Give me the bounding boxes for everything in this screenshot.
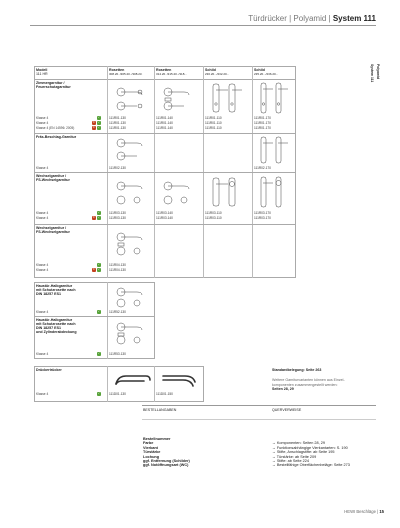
product-code: 111R52.130 bbox=[109, 310, 126, 314]
product-code: 111R01.110 bbox=[205, 116, 222, 120]
product-code: 111R03.140 bbox=[156, 211, 173, 215]
rosette-handle-drawing bbox=[112, 136, 150, 164]
header-col-title: Rosetten bbox=[156, 68, 172, 72]
col-sep bbox=[107, 366, 108, 402]
product-code: 111R01.110 bbox=[205, 121, 222, 125]
group-2-title: Fräs-Beschlag-Garnitur bbox=[36, 135, 77, 139]
klasse-label: Klasse 4 bbox=[36, 116, 49, 120]
crossref-item[interactable]: → Komponenten: Seiten 28, 29 bbox=[272, 441, 325, 446]
header-system: System 111 bbox=[332, 14, 376, 23]
info-text-2: komponenten zusammengestellt werden: bbox=[272, 382, 338, 387]
product-code: 111R03.130 bbox=[109, 216, 126, 220]
order-field: Vierkant bbox=[143, 445, 158, 450]
header-col-3 bbox=[203, 67, 252, 77]
fire-protection-icon: ✓ bbox=[97, 310, 101, 313]
group-6-title-1: Haustür-Halbgarnitur bbox=[36, 318, 73, 322]
header-col-4 bbox=[252, 67, 296, 77]
product-code: 111R03.110 bbox=[205, 216, 222, 220]
lever-pair-drawing bbox=[159, 368, 199, 390]
row-sep bbox=[34, 133, 296, 134]
side-label-line-2: Polyamid bbox=[376, 64, 380, 80]
table-header-rule bbox=[34, 79, 296, 80]
product-code: 111R01.170 bbox=[254, 126, 271, 130]
info-link[interactable]: Seiten 28, 29 bbox=[272, 387, 294, 391]
header-col-sub: 230.20.../232.20... bbox=[205, 72, 230, 77]
order-field: Bestellnummer bbox=[143, 437, 171, 441]
header-col-sub: 308.20../305.20../308.23. bbox=[109, 72, 143, 77]
long-plate-drawing bbox=[256, 82, 294, 114]
rosette-handle-drawing bbox=[159, 178, 197, 208]
lever-pair-drawing bbox=[112, 368, 152, 390]
header-col-sub: 314.20../315.20../318... bbox=[156, 72, 187, 77]
row-sep bbox=[34, 224, 296, 225]
crossref-item[interactable]: → Stifte: ab Seite 224 bbox=[272, 459, 309, 464]
fire-protection-icon: ✓ bbox=[97, 352, 101, 355]
crossref-label: Bestellfähige Oberflächenbeläge: Seite 273 bbox=[276, 463, 350, 468]
klasse-label: Klasse 4 bbox=[36, 392, 49, 396]
side-label bbox=[370, 64, 386, 104]
product-code: 111R03.170 bbox=[254, 216, 271, 220]
product-code: 111R01.130 bbox=[109, 121, 126, 125]
group-5-title-3: DIN 18257 ES1 bbox=[36, 292, 61, 296]
product-code: 111R01.140 bbox=[156, 126, 173, 130]
header-col-1 bbox=[107, 67, 154, 77]
crossref-label: Stifte, Anschlagstifte: ab Seite 195 bbox=[276, 450, 335, 455]
header-model-value: 111 HR bbox=[36, 72, 48, 77]
fire-door-icon: F bbox=[93, 121, 95, 124]
page-header bbox=[200, 14, 376, 23]
group-3-title-1: Wechselgarnitur / bbox=[36, 174, 67, 178]
section-title-order: BESTELLANGABEN bbox=[143, 408, 177, 412]
group-6-title-4: und Zylinderabdeckung bbox=[36, 330, 77, 334]
product-code: 111R01.170 bbox=[254, 116, 271, 120]
group-5-title-2: mit Schutzrosette nach bbox=[36, 288, 76, 292]
product-code: 111R01.130 bbox=[109, 126, 126, 130]
group-5-title-1: Haustür-Halbgarnitur bbox=[36, 284, 73, 288]
security-rosette-drawing bbox=[112, 320, 150, 348]
product-code: 111R03.140 bbox=[156, 216, 173, 220]
product-code: 111R02.170 bbox=[254, 166, 271, 170]
col-sep bbox=[107, 282, 108, 359]
crossref-label: Funktionsabhängige Vierkantarten: S. 190 bbox=[276, 445, 348, 450]
group-6-title-2: mit Schutzrosette nach bbox=[36, 322, 76, 326]
order-field: Farbe bbox=[143, 441, 154, 446]
cross-refs bbox=[272, 441, 350, 467]
group-7-title: Drückertrücker bbox=[36, 368, 62, 372]
product-code: 111R01.130 bbox=[109, 116, 126, 120]
plate-handle-drawing bbox=[207, 82, 247, 114]
crossref-item[interactable]: → Türstärke: ab Seite 209 bbox=[272, 454, 317, 459]
page-number: 15 bbox=[379, 509, 384, 514]
plate-handle-drawing bbox=[207, 176, 247, 208]
section-rule bbox=[142, 405, 376, 406]
klasse-label: Klasse 4 bbox=[36, 211, 49, 215]
product-code: 111R03.170 bbox=[254, 211, 271, 215]
order-field: ggf. Entfernung (Schilder) bbox=[143, 459, 190, 464]
row-sep bbox=[34, 172, 296, 173]
header-col-2 bbox=[154, 67, 203, 77]
header-col-sub: 235.20.../236.20... bbox=[254, 72, 279, 77]
product-code: 111R01.140 bbox=[156, 116, 173, 120]
klasse-label: Klasse 4 bbox=[36, 263, 49, 267]
klasse-label: Klasse 4 bbox=[36, 216, 49, 220]
klasse-label: Klasse 4 bbox=[36, 166, 49, 170]
product-code: 111R01.110 bbox=[205, 126, 222, 130]
klasse-label: Klasse 4 bbox=[36, 352, 49, 356]
header-model bbox=[34, 67, 104, 77]
order-field: Türstärke bbox=[143, 450, 161, 455]
klasse-label: Klasse 4 (EN 14596: 2005) bbox=[36, 126, 75, 130]
klasse-label: Klasse 4 bbox=[36, 121, 49, 125]
product-code: 111D01.130 bbox=[109, 392, 126, 396]
fire-door-icon: F bbox=[93, 216, 95, 219]
long-plate-drawing bbox=[256, 176, 294, 208]
header-rule bbox=[30, 25, 376, 26]
fire-protection-icon: ✓ bbox=[97, 211, 101, 214]
header-col-title: Schild bbox=[254, 68, 265, 72]
crossref-label: Komponenten: Seiten 28, 29 bbox=[276, 441, 325, 446]
group-1-title-1: Zimmergarnitur / bbox=[36, 81, 65, 85]
group-1-title-2: Feuerschutzgarnitur bbox=[36, 85, 71, 89]
info-text-1: Weitere Garniturvarianten können aus Einzel- bbox=[272, 378, 345, 382]
order-field: ggf. Notöffnungsart (WC) bbox=[143, 463, 189, 468]
order-fields bbox=[143, 437, 190, 468]
fire-door-icon: F bbox=[93, 268, 95, 271]
long-plate-drawing bbox=[256, 136, 294, 164]
rosette-handle-drawing bbox=[112, 84, 150, 114]
fire-protection-icon: ✓ bbox=[97, 392, 101, 395]
crossref-label: Stifte: ab Seite 224 bbox=[276, 459, 309, 464]
section-title-crossref: QUERVERWEISE bbox=[272, 408, 302, 412]
crossref-item[interactable]: → Funktionsabhängige Vierkantarten: S. 190 bbox=[272, 445, 348, 450]
fire-protection-icon: ✓ bbox=[97, 116, 101, 119]
side-label-line-1: System 111 bbox=[370, 64, 374, 83]
rosette-handle-drawing bbox=[159, 84, 197, 114]
product-code: 111R53.130 bbox=[109, 352, 126, 356]
product-code: 111R04.130 bbox=[109, 268, 126, 272]
header-col-title: Rosetten bbox=[109, 68, 125, 72]
product-code: 111R04.130 bbox=[109, 263, 126, 267]
product-code: 111R01.140 bbox=[156, 121, 173, 125]
group-3-title-2: FS-Wechselgarnitur bbox=[36, 178, 70, 182]
rosette-handle-drawing bbox=[112, 229, 150, 259]
klasse-label: Klasse 4 bbox=[36, 268, 49, 272]
fire-protection-icon: ✓ bbox=[97, 126, 101, 129]
row-sep bbox=[34, 316, 155, 317]
header-col-title: Schild bbox=[205, 68, 216, 72]
security-rosette-drawing bbox=[112, 285, 150, 309]
klasse-label: Klasse 4 bbox=[36, 310, 49, 314]
fire-protection-icon: ✓ bbox=[97, 121, 101, 124]
product-code: 111R01.170 bbox=[254, 121, 271, 125]
section-rule bbox=[142, 419, 376, 420]
col-sep bbox=[154, 366, 155, 402]
crossref-label: Türstärke: ab Seite 209 bbox=[276, 454, 317, 459]
page-footer bbox=[310, 509, 384, 514]
footer-brand: HEWI Beschläge | bbox=[344, 509, 379, 514]
crossref-item[interactable]: → Bestellfähige Oberflächenbeläge: Seite 273 bbox=[272, 463, 350, 468]
group-6-title-3: DIN 18257 ES1 bbox=[36, 326, 61, 330]
rosette-handle-drawing bbox=[112, 178, 150, 208]
fire-protection-icon: ✓ bbox=[97, 268, 101, 271]
product-code: 111R02.130 bbox=[109, 166, 126, 170]
order-field: Lochung bbox=[143, 454, 160, 459]
product-code: 111D01.150 bbox=[156, 392, 173, 396]
info-title: Standardbelegung: Seite 263 bbox=[272, 368, 322, 372]
fire-protection-icon: ✓ bbox=[97, 263, 101, 266]
group-4-title-1: Wechselgarnitur / bbox=[36, 226, 67, 230]
product-code: 111R03.130 bbox=[109, 211, 126, 215]
header-model-label: Modell bbox=[36, 68, 48, 72]
crossref-item[interactable]: → Stifte, Anschlagstifte: ab Seite 195 bbox=[272, 450, 335, 455]
group-4-title-2: FS-Wechselgarnitur bbox=[36, 230, 70, 234]
fire-protection-icon: ✓ bbox=[97, 216, 101, 219]
fire-door-icon: F bbox=[93, 126, 95, 129]
product-code: 111R03.110 bbox=[205, 211, 222, 215]
header-prefix: Türdrücker | Polyamid | bbox=[248, 14, 331, 23]
